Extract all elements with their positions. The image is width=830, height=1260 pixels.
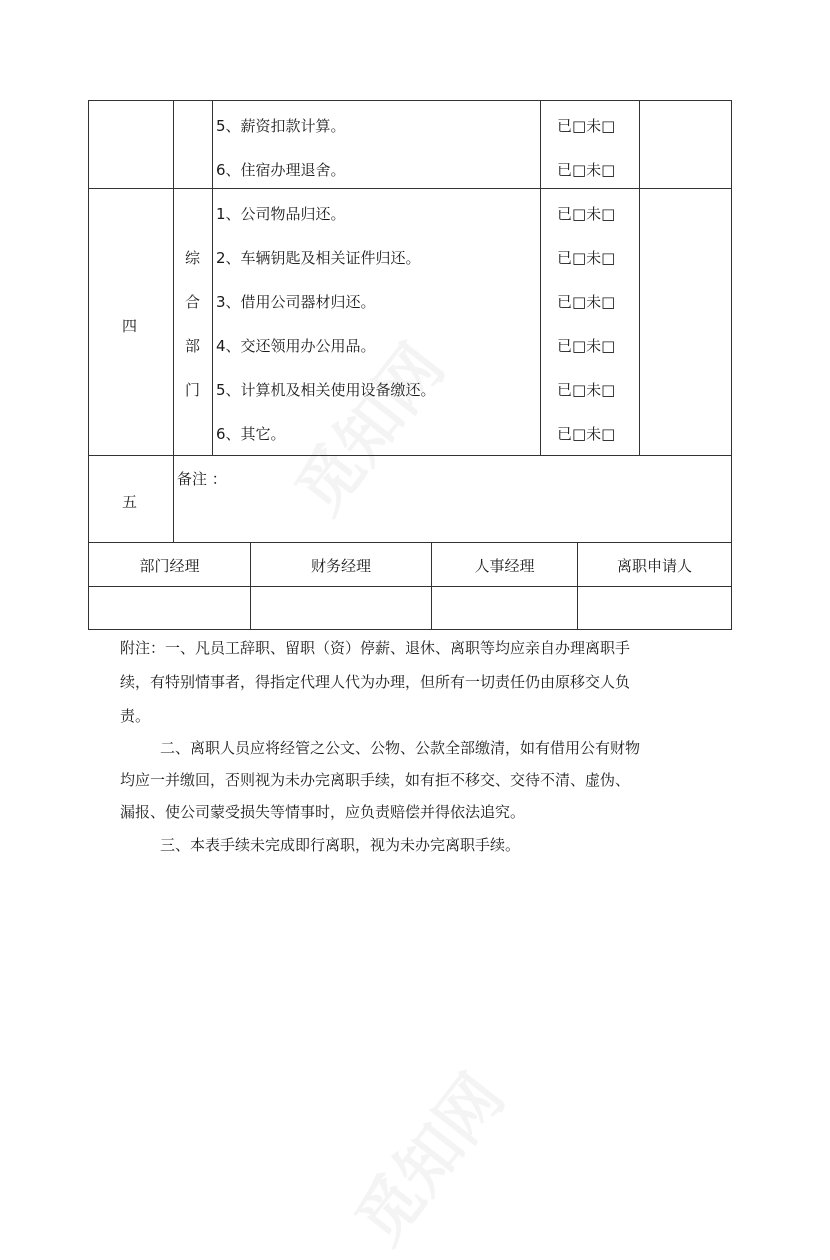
row-number-four: 四 [122,317,138,335]
signature-header-dept-manager: 部门经理 [139,557,200,575]
item-text: 6、其它。 [216,425,286,443]
department-char: 综 [185,249,201,267]
item-text: 5、计算机及相关使用设备缴还。 [216,381,436,399]
status-checkbox-pair[interactable]: 已□未□ [557,337,616,355]
item-text: 6、住宿办理退舍。 [216,161,346,179]
department-char: 门 [185,381,201,399]
status-checkbox-pair[interactable]: 已□未□ [557,117,616,135]
note-1-line: 责。 [120,707,151,725]
note-3: 三、本表手续未完成即行离职，视为未办完离职手续。 [160,836,521,854]
item-text: 2、车辆钥匙及相关证件归还。 [216,249,421,267]
signature-header-finance-manager: 财务经理 [310,557,371,575]
signature-header-hr-manager: 人事经理 [474,557,535,575]
note-2-line: 二、离职人员应将经管之公文、公物、公款全部缴清，如有借用公有财物 [160,739,641,757]
item-text: 4、交还领用办公用品。 [216,337,376,355]
signature-header-applicant: 离职申请人 [616,557,692,575]
department-char: 部 [185,337,201,355]
department-char: 合 [185,293,201,311]
status-checkbox-pair[interactable]: 已□未□ [557,293,616,311]
note-2-line: 均应一并缴回，否则视为未办完离职手续，如有拒不移交、交待不清、虚伪、 [120,771,631,789]
signature-field-applicant[interactable] [578,587,731,629]
item-text: 5、薪资扣款计算。 [216,117,346,135]
item-text: 1、公司物品归还。 [216,205,346,223]
note-1-line: 附注：一、凡员工辞职、留职（资）停薪、退休、离职等均应亲自办理离职手 [120,639,631,657]
signature-field-dept-manager[interactable] [89,587,250,629]
status-checkbox-pair[interactable]: 已□未□ [557,249,616,267]
status-checkbox-pair[interactable]: 已□未□ [557,161,616,179]
signature-field-hr-manager[interactable] [432,587,577,629]
remark-label: 备注 ： [177,470,227,488]
item-text: 3、借用公司器材归还。 [216,293,376,311]
remark-field[interactable] [174,456,731,542]
signature-field-finance-manager[interactable] [251,587,431,629]
row-number-five: 五 [122,493,138,511]
watermark-bottom [331,1052,522,1260]
note-2-line: 漏报、使公司蒙受损失等情事时，应负责赔偿并得依法追究。 [120,803,526,821]
note-1-line: 续，有特别情事者，得指定代理人代为办理，但所有一切责任仍由原移交人负 [120,673,631,691]
status-checkbox-pair[interactable]: 已□未□ [557,425,616,443]
status-checkbox-pair[interactable]: 已□未□ [557,205,616,223]
status-checkbox-pair[interactable]: 已□未□ [557,381,616,399]
